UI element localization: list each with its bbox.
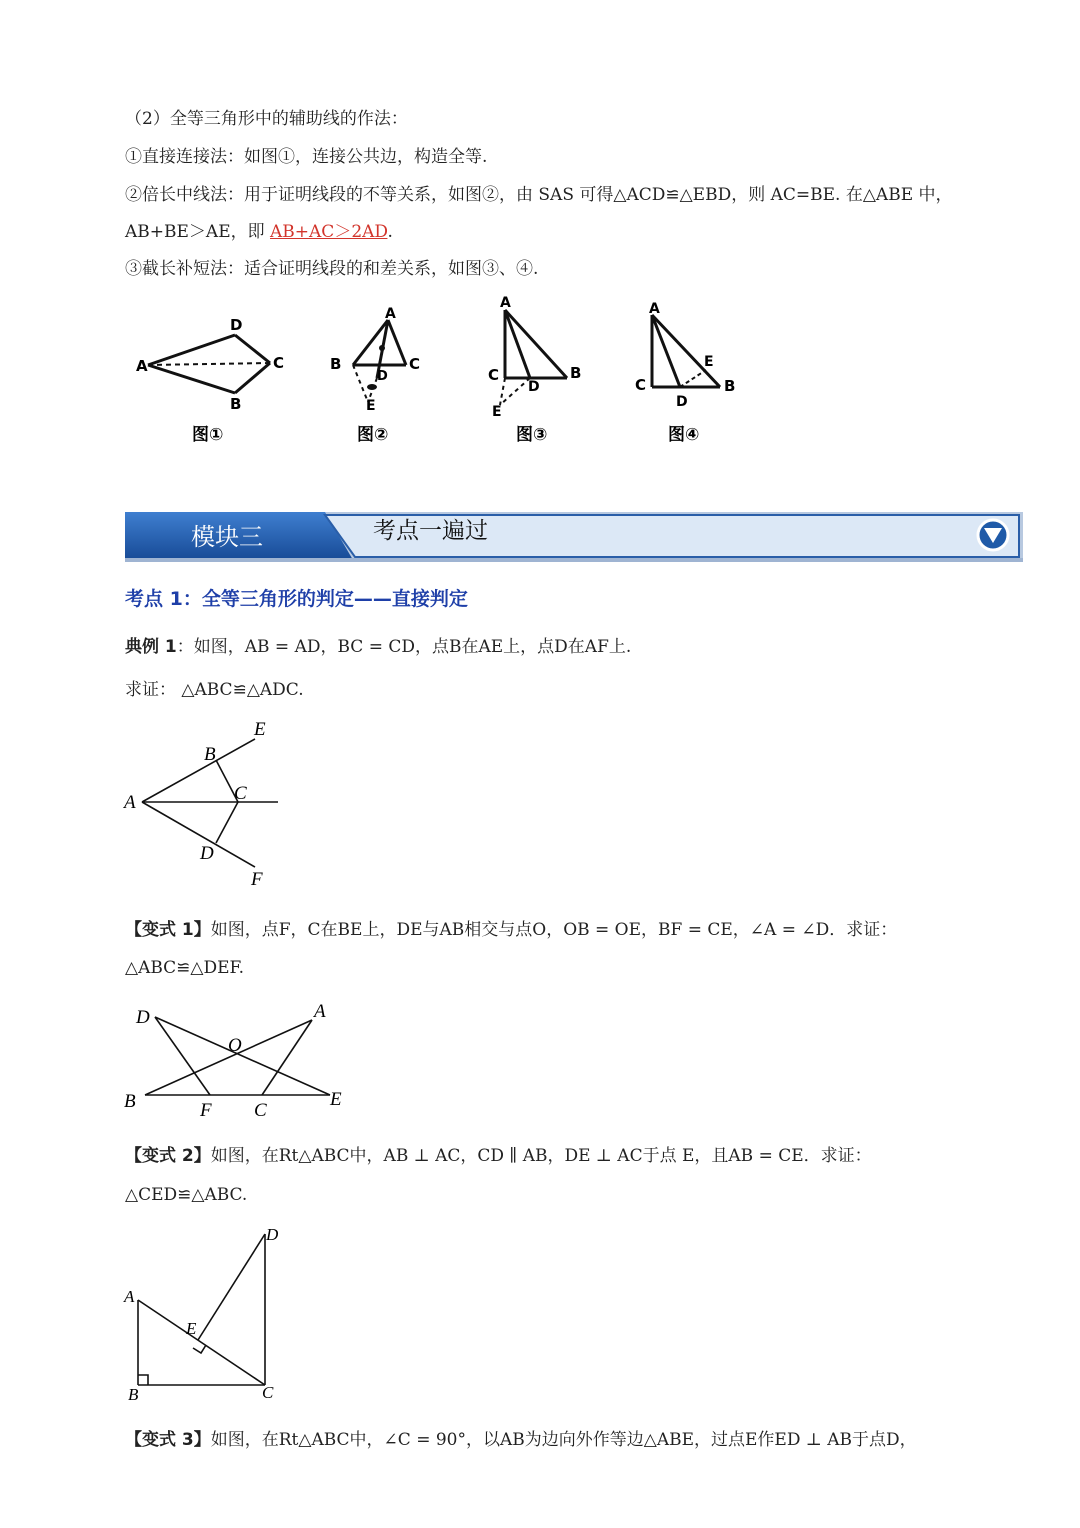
fig4-label-e: E bbox=[704, 354, 714, 370]
fig2-caption: 图② bbox=[357, 425, 389, 445]
figure-4 bbox=[652, 315, 720, 387]
variant1-text: 如图，点F，C在BE上，DE与AB相交与点O，OB = OE，BF = CE，∠A = ∠D．求证： bbox=[210, 920, 898, 940]
fig3-caption: 图③ bbox=[516, 425, 548, 445]
v1-label-a: A bbox=[314, 1001, 326, 1022]
fig4-label-b: B bbox=[724, 377, 736, 395]
v1-label-f: F bbox=[200, 1100, 212, 1121]
fig1-label-a: A bbox=[136, 357, 148, 375]
variant3-statement bbox=[125, 1425, 917, 1450]
v2-label-c: C bbox=[262, 1383, 274, 1402]
v1-label-o: O bbox=[228, 1035, 242, 1056]
method2-conclusion-post: . bbox=[387, 222, 393, 242]
variant2-figure bbox=[120, 1222, 300, 1407]
method1-text: ①直接连接法：如图①，连接公共边，构造全等. bbox=[125, 147, 488, 167]
variant1-statement bbox=[125, 915, 897, 940]
fig3-label-d: D bbox=[528, 379, 540, 395]
v2-label-a: A bbox=[124, 1287, 135, 1306]
variant3-text: 如图，在Rt△ABC中，∠C = 90°，以AB为边向外作等边△ABE，过点E作ED ⊥ AB于点D， bbox=[210, 1430, 917, 1450]
module-banner bbox=[125, 510, 1023, 562]
fig4-label-d: D bbox=[676, 394, 688, 410]
fig4-label-c: C bbox=[635, 376, 647, 394]
fig2-label-e: E bbox=[366, 398, 376, 414]
example1-figure bbox=[120, 712, 320, 892]
module-title: 考点一遍过 bbox=[373, 518, 488, 544]
v2-label-e: E bbox=[186, 1319, 197, 1338]
fig3-label-e: E bbox=[492, 404, 502, 420]
ex1-label-b: B bbox=[204, 744, 216, 765]
method2-conclusion-pre: AB+BE＞AE，即 bbox=[125, 222, 271, 242]
fig4-label-a: A bbox=[649, 301, 660, 317]
ex1-label-f: F bbox=[251, 869, 263, 890]
method2-conclusion bbox=[125, 217, 393, 242]
section2-heading: （2）全等三角形中的辅助线的作法： bbox=[125, 109, 408, 129]
method3-text: ③截长补短法：适合证明线段的和差关系，如图③、④. bbox=[125, 259, 539, 279]
v1-label-c: C bbox=[254, 1100, 267, 1121]
fig4-caption: 图④ bbox=[668, 425, 700, 445]
method2-text: ②倍长中线法：用于证明线段的不等关系，如图②，由 SAS 可得△ACD≌△EBD，则 AC=BE. 在△ABE 中， bbox=[125, 185, 953, 205]
variant2-tag: 【变式 2】 bbox=[125, 1146, 211, 1166]
kaodian1-title: 考点 1：全等三角形的判定——直接判定 bbox=[125, 588, 468, 610]
fig2-label-a: A bbox=[385, 306, 396, 322]
example1-text: ：如图，AB = AD，BC = CD，点B在AE上，点D在AF上. bbox=[176, 637, 632, 657]
v1-label-d: D bbox=[136, 1007, 150, 1028]
v2-label-b: B bbox=[128, 1385, 139, 1404]
fig1-label-d: D bbox=[230, 316, 243, 334]
fig1-caption: 图① bbox=[192, 425, 224, 445]
ex1-label-a: A bbox=[124, 792, 136, 813]
module-label: 模块三 bbox=[191, 523, 263, 551]
variant1-tag: 【变式 1】 bbox=[125, 920, 211, 940]
variant2-text: 如图，在Rt△ABC中，AB ⊥ AC，CD ∥ AB，DE ⊥ AC于点 E，且AB = CE．求证： bbox=[210, 1146, 872, 1166]
ex1-label-c: C bbox=[234, 783, 247, 804]
variant1-prove: △ABC≌△DEF. bbox=[125, 958, 245, 978]
fig2-label-c: C bbox=[409, 355, 421, 373]
method2-highlight: AB+AC＞2AD bbox=[270, 222, 388, 242]
figure-1 bbox=[148, 335, 270, 393]
fig3-label-a: A bbox=[500, 295, 511, 311]
example1-tag: 典例 1 bbox=[125, 637, 177, 657]
v1-label-b: B bbox=[124, 1091, 136, 1112]
fig2-label-b: B bbox=[330, 355, 342, 373]
fig3-label-c: C bbox=[488, 366, 500, 384]
variant3-tag: 【变式 3】 bbox=[125, 1430, 211, 1450]
fig1-label-c: C bbox=[273, 354, 285, 372]
v2-label-d: D bbox=[266, 1225, 279, 1244]
variant1-figure bbox=[120, 995, 360, 1125]
example1-prove: 求证： △ABC≌△ADC. bbox=[125, 680, 304, 700]
v1-label-e: E bbox=[330, 1089, 342, 1110]
fig2-label-d: D bbox=[377, 369, 388, 384]
figures-row bbox=[120, 290, 780, 460]
variant2-prove: △CED≌△ABC. bbox=[125, 1185, 248, 1205]
fig1-label-b: B bbox=[230, 395, 242, 413]
ex1-label-e: E bbox=[254, 719, 266, 740]
variant2-statement bbox=[125, 1141, 872, 1166]
ex1-label-d: D bbox=[200, 843, 214, 864]
fig3-label-b: B bbox=[570, 364, 582, 382]
example1-statement bbox=[125, 632, 631, 657]
figure-2 bbox=[353, 320, 406, 402]
